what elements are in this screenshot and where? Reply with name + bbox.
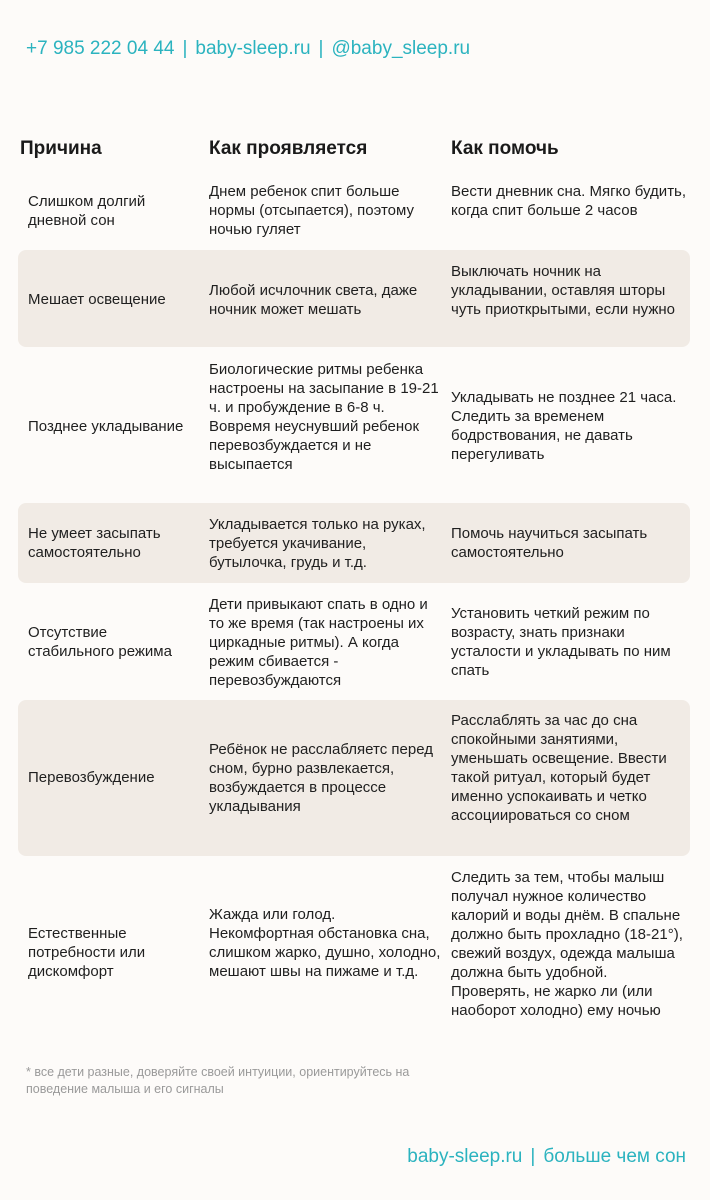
table-row [18, 503, 690, 583]
column-header-cause: Причина [20, 138, 102, 159]
cell-symptom: Жажда или голод. Некомфортная обстановка сна, слишком жарко, душно, холодно, мешают швы на пижаме и т.д. [209, 906, 441, 980]
column-header-help: Как помочь [451, 138, 559, 159]
cell-cause: Перевозбуждение [28, 769, 155, 786]
table-row [18, 700, 690, 856]
cell-help: Расслаблять за час до сна спокойными занятиями, уменьшать освещение. Ввести такой ритуал, который будет именно успокаивать и четко ассоциироваться со сном [451, 712, 667, 824]
cell-help: Укладывать не позднее 21 часа. Следить за временем бодрствования, не давать перегуливать [451, 389, 677, 463]
social-link[interactable]: @baby_sleep.ru [331, 38, 471, 59]
site-link[interactable]: baby-sleep.ru [195, 38, 311, 59]
header-contacts [26, 38, 470, 60]
cell-help: Вести дневник сна. Мягко будить, когда спит больше 2 часов [451, 183, 687, 219]
table-row [18, 590, 690, 694]
cell-symptom: Любой исчлочник света, даже ночник может мешать [209, 282, 418, 318]
cell-cause: Позднее укладывание [28, 418, 184, 435]
header-separator: | [182, 38, 188, 59]
table-row [18, 174, 690, 244]
cell-symptom: Укладывается только на руках, требуется укачивание, бутылочка, грудь и т.д. [209, 516, 426, 571]
cell-help: Установить четкий режим по возрасту, знать признаки усталости и укладывать по ним спать [451, 605, 671, 679]
cell-help: Выключать ночник на укладывании, оставляя шторы чуть приоткрытыми, если нужно [451, 263, 676, 318]
table-row [18, 862, 690, 1044]
cell-help: Следить за тем, чтобы малыш получал нужное количество калорий и воды днём. В спальне должно быть прохладно (18-21°), свежий воздух, одежда малыша должна быть удобной. Проверять, не жарко ли (или наоборот холодно) ему ночью [451, 869, 683, 1019]
table-row [18, 354, 690, 496]
cell-cause: Слишком долгий дневной сон [28, 193, 146, 229]
phone-link[interactable]: +7 985 222 04 44 [26, 38, 175, 59]
table-row [18, 250, 690, 347]
footer-tagline: больше чем сон [543, 1146, 686, 1167]
cell-cause: Отсутствие стабильного режима [28, 624, 172, 660]
cell-cause: Естественные потребности или дискомфорт [28, 925, 146, 980]
footnote: * все дети разные, доверяйте своей интуиции, ориентируйтесь на поведение малыша и его сигналы [26, 1065, 410, 1096]
cell-symptom: Дети привыкают спать в одно и то же время (так настроены их циркадные ритмы). А когда режим сбивается - перевозбуждаются [209, 596, 428, 689]
header-separator: | [318, 38, 324, 59]
cell-symptom: Биологические ритмы ребенка настроены на засыпание в 19-21 ч. и пробуждение в 6-8 ч. Вовремя неуснувший ребенок перевозбуждается и не высыпается [209, 361, 439, 473]
footer [407, 1146, 686, 1168]
cell-help: Помочь научиться засыпать самостоятельно [451, 525, 648, 561]
footer-site-link[interactable]: baby-sleep.ru [407, 1146, 523, 1167]
cell-cause: Мешает освещение [28, 291, 166, 308]
column-header-symptom: Как проявляется [209, 138, 368, 159]
cell-cause: Не умеет засыпать самостоятельно [28, 525, 161, 561]
cell-symptom: Днем ребенок спит больше нормы (отсыпается), поэтому ночью гуляет [209, 183, 414, 238]
footer-separator: | [530, 1146, 536, 1167]
cell-symptom: Ребёнок не расслабляетс перед сном, бурно развлекается, возбуждается в процессе укладывания [209, 741, 433, 815]
